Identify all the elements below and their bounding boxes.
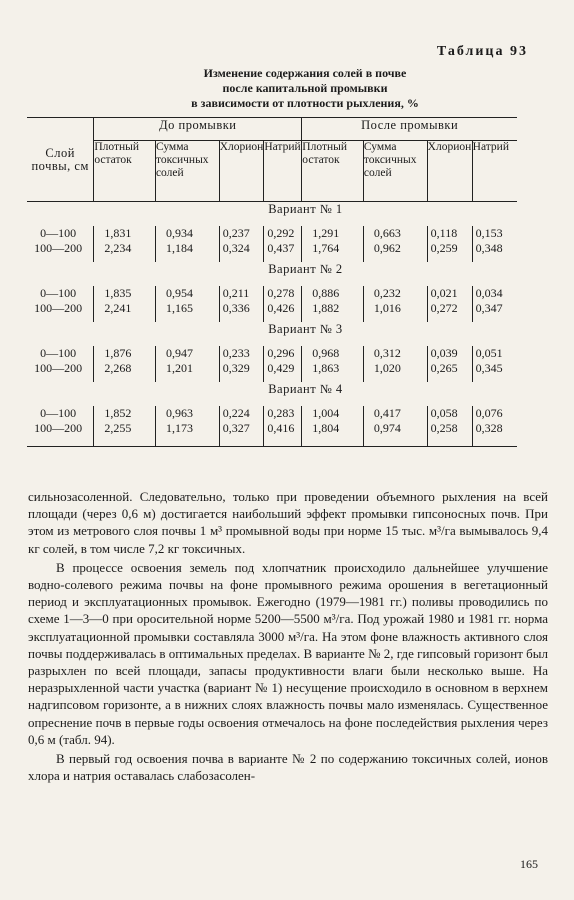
value-cell: 1,020 (363, 361, 427, 382)
value-cell: 1,831 (94, 226, 156, 241)
salt-content-table (27, 117, 517, 447)
value-cell: 0,259 (427, 241, 472, 262)
body-text (28, 488, 548, 784)
header-dense-residue-before: Плотный остаток (94, 141, 156, 202)
layer-cell: 100—200 (34, 421, 83, 435)
table-bottom-rule (27, 442, 517, 447)
header-chlorine-before: Хлорион (219, 141, 264, 202)
value-cell: 1,764 (302, 241, 364, 262)
variant-label: Вариант № 2 (268, 262, 343, 276)
value-cell: 1,835 (94, 286, 156, 301)
value-cell: 0,429 (264, 361, 302, 382)
value-cell: 1,876 (94, 346, 156, 361)
caption-line-3: в зависимости от плотности рыхления, % (191, 96, 419, 110)
table-caption (100, 66, 510, 111)
value-cell: 0,345 (472, 361, 517, 382)
value-cell: 0,329 (219, 361, 264, 382)
value-cell: 0,292 (264, 226, 302, 241)
value-cell: 0,076 (472, 406, 517, 421)
value-cell: 0,278 (264, 286, 302, 301)
value-cell: 0,153 (472, 226, 517, 241)
value-cell: 1,863 (302, 361, 364, 382)
value-cell: 0,265 (427, 361, 472, 382)
value-cell: 0,272 (427, 301, 472, 322)
variant-label: Вариант № 3 (268, 322, 343, 336)
value-cell: 1,201 (155, 361, 219, 382)
page-number: 165 (520, 857, 538, 871)
layer-cell: 0—100 (40, 286, 77, 300)
value-cell: 0,039 (427, 346, 472, 361)
value-cell: 1,165 (155, 301, 219, 322)
layer-cell: 0—100 (40, 346, 77, 360)
header-chlorine-after: Хлорион (427, 141, 472, 202)
value-cell: 0,962 (363, 241, 427, 262)
header-after-washing: После промывки (302, 118, 517, 141)
value-cell: 0,348 (472, 241, 517, 262)
value-cell: 0,328 (472, 421, 517, 442)
layer-cell: 100—200 (34, 241, 83, 255)
layer-cell: 0—100 (40, 406, 77, 420)
value-cell: 0,963 (155, 406, 219, 421)
value-cell: 0,663 (363, 226, 427, 241)
value-cell: 0,021 (427, 286, 472, 301)
value-cell: 0,324 (219, 241, 264, 262)
value-cell: 1,184 (155, 241, 219, 262)
value-cell: 1,852 (94, 406, 156, 421)
value-cell: 0,974 (363, 421, 427, 442)
header-sodium-before: Натрий (264, 141, 302, 202)
paragraph: В первый год освоения почва в варианте № 2 по содержанию токсичных солей, ионов хлора и натрия оставалась слабозасолен- (28, 751, 548, 784)
value-cell: 0,416 (264, 421, 302, 442)
value-cell: 2,234 (94, 241, 156, 262)
header-sum-toxic-before: Сумма токсичных солей (155, 141, 219, 202)
table-row (27, 241, 517, 262)
value-cell: 0,347 (472, 301, 517, 322)
value-cell: 0,296 (264, 346, 302, 361)
value-cell: 2,241 (94, 301, 156, 322)
header-dense-residue-after: Плотный остаток (302, 141, 364, 202)
table-row (27, 301, 517, 322)
value-cell: 0,051 (472, 346, 517, 361)
value-cell: 0,437 (264, 241, 302, 262)
value-cell: 1,882 (302, 301, 364, 322)
value-cell: 0,034 (472, 286, 517, 301)
value-cell: 1,173 (155, 421, 219, 442)
value-cell: 0,426 (264, 301, 302, 322)
table-row (27, 406, 517, 421)
variant-row (27, 322, 517, 346)
table-body (27, 202, 517, 447)
paragraph: В процессе освоения земель под хлопчатник происходило дальнейшее улучшение водно-солевого режима почвы на фоне промывного режима орошения в вегетационный период и эксплуатационных промывок. Ежегодно (1979—1981 гг.) поливы проводились по схеме 1—3—0 при оросительной норме 5200—5500 м³/га. Под урожай 1980 и 1981 гг. норма эксплуатационной промывки составляла 3000 м³/га. На этом фоне влажность активного слоя почвы поддерживалась в оптимальных пределах. В варианте № 2, где гипсовый горизонт был разрыхлен по всей площади, запасы продуктивности влаги были несколько выше. На неразрыхленной части участка (вариант № 1) несущение происходило в основном в верхнем надгипсовом горизонте, а в нижних слоях влажность почвы мало изменялась. Существенное опреснение почв в первые годы освоения отмечалось на фоне последействия рыхления через 0,6 м (табл. 94). (28, 559, 548, 747)
header-before-washing: До промывки (94, 118, 302, 141)
variant-row (27, 262, 517, 286)
variant-label: Вариант № 1 (268, 202, 343, 216)
header-sum-toxic-after: Сумма токсичных солей (363, 141, 427, 202)
value-cell: 0,258 (427, 421, 472, 442)
table-row (27, 286, 517, 301)
table-number: Таблица 93 (436, 44, 528, 59)
value-cell: 0,886 (302, 286, 364, 301)
value-cell: 0,283 (264, 406, 302, 421)
value-cell: 0,417 (363, 406, 427, 421)
layer-cell: 100—200 (34, 301, 83, 315)
value-cell: 0,947 (155, 346, 219, 361)
value-cell: 0,118 (427, 226, 472, 241)
value-cell: 2,268 (94, 361, 156, 382)
variant-row (27, 382, 517, 406)
value-cell: 0,058 (427, 406, 472, 421)
value-cell: 0,224 (219, 406, 264, 421)
value-cell: 0,336 (219, 301, 264, 322)
value-cell: 0,233 (219, 346, 264, 361)
value-cell: 0,211 (219, 286, 264, 301)
table-row (27, 346, 517, 361)
caption-line-2: после капитальной промывки (222, 81, 388, 95)
header-sodium-after: Натрий (472, 141, 517, 202)
value-cell: 0,232 (363, 286, 427, 301)
table-row (27, 226, 517, 241)
value-cell: 1,004 (302, 406, 364, 421)
variant-label: Вариант № 4 (268, 382, 343, 396)
value-cell: 2,255 (94, 421, 156, 442)
variant-row (27, 202, 517, 227)
value-cell: 1,016 (363, 301, 427, 322)
table-row (27, 361, 517, 382)
value-cell: 1,804 (302, 421, 364, 442)
value-cell: 0,327 (219, 421, 264, 442)
table-row (27, 421, 517, 442)
value-cell: 1,291 (302, 226, 364, 241)
header-layer: Слой почвы, см (27, 118, 94, 202)
value-cell: 0,312 (363, 346, 427, 361)
value-cell: 0,237 (219, 226, 264, 241)
value-cell: 0,934 (155, 226, 219, 241)
paragraph: сильнозасоленной. Следовательно, только при проведении объемного рыхления на всей площади (через 0,6 м) достигается наибольший эффект промывки гипсоносных почв. При этом из метрового слоя почвы 1 м³ промывной воды при норме 15 тыс. м³/га вымывалось 9,4 кг солей, в том числе 7,2 кг токсичных. (28, 489, 548, 556)
value-cell: 0,968 (302, 346, 364, 361)
layer-cell: 0—100 (40, 226, 77, 240)
value-cell: 0,954 (155, 286, 219, 301)
layer-cell: 100—200 (34, 361, 83, 375)
caption-line-1: Изменение содержания солей в почве (203, 66, 407, 80)
